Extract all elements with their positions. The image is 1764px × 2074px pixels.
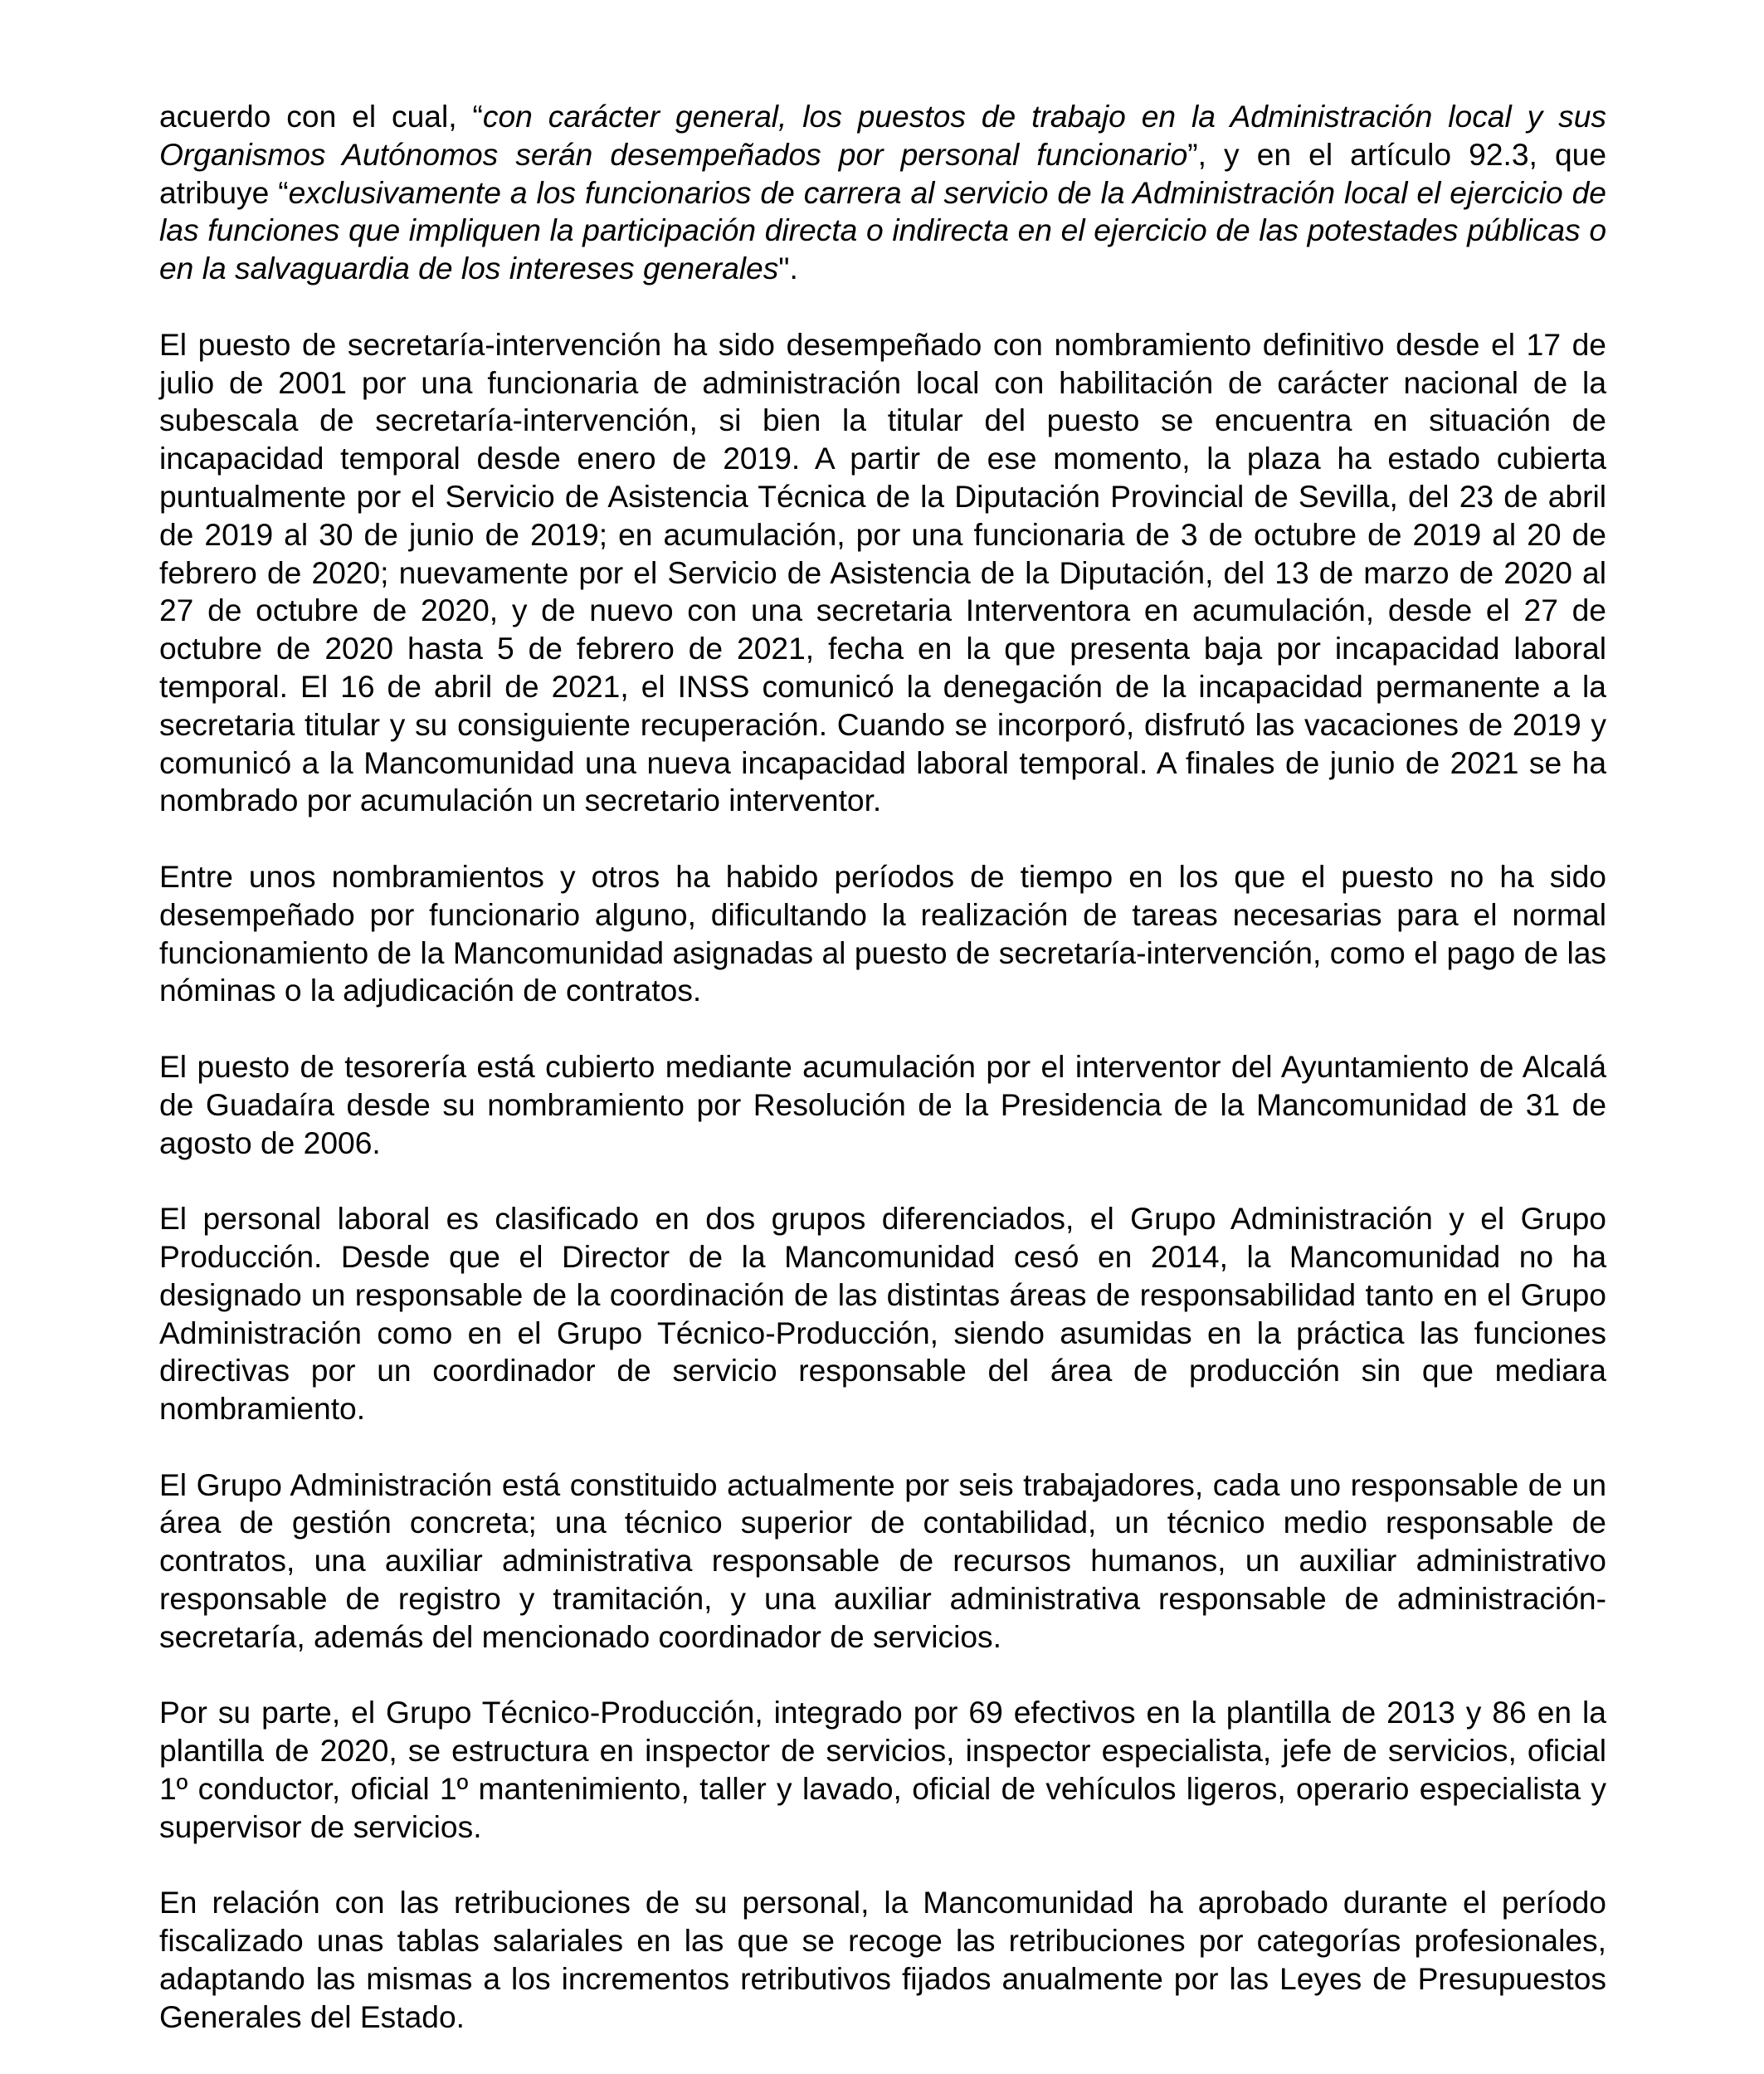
paragraph-nombramientos: Entre unos nombramientos y otros ha habido períodos de tiempo en los que el puesto no ha sido desempeñado por funcionario alguno, dificultando la realización de tareas necesarias para el normal funcionamiento de la Mancomunidad asignadas al puesto de secretaría-intervención, como el pago de las nóminas o la adjudicación de contratos. <box>159 858 1606 1008</box>
paragraph-secretaria: El puesto de secretaría-intervención ha sido desempeñado con nombramiento definitivo desde el 17 de julio de 2001 por una funcionaria de administración local con habilitación de carácter nacional de la subescala de secretaría-intervención, si bien la titular del puesto se encuentra en situación de incapacidad temporal desde enero de 2019. A partir de ese momento, la plaza ha estado cubierta puntualmente por el Servicio de Asistencia Técnica de la Diputación Provincial de Sevilla, del 23 de abril de 2019 al 30 de junio de 2019; en acumulación, por una funcionaria de 3 de octubre de 2019 al 20 de febrero de 2020; nuevamente por el Servicio de Asistencia de la Diputación, del 13 de marzo de 2020 al 27 de octubre de 2020, y de nuevo con una secretaria Interventora en acumulación, desde el 27 de octubre de 2020 hasta 5 de febrero de 2021, fecha en la que presenta baja por incapacidad laboral temporal. El 16 de abril de 2021, el INSS comunicó la denegación de la incapacidad permanente a la secretaria titular y su consiguiente recuperación. Cuando se incorporó, disfrutó las vacaciones de 2019 y comunicó a la Mancomunidad una nueva incapacidad laboral temporal. A finales de junio de 2021 se ha nombrado por acumulación un secretario interventor. <box>159 326 1606 818</box>
intro-quote-1: con carácter general, los puestos de trabajo en la Administración local y sus Organismos Autónomos serán desempeñados por personal funcionario <box>159 99 1607 172</box>
paragraph-grupo-produccion: Por su parte, el Grupo Técnico-Producción, integrado por 69 efectivos en la plantilla de 2013 y 86 en la plantilla de 2020, se estructura en inspector de servicios, inspector especialista, jefe de servicios, oficial 1º conductor, oficial 1º mantenimiento, taller y lavado, oficial de vehículos ligeros, operario especialista y supervisor de servicios. <box>159 1695 1606 1844</box>
intro-paragraph <box>159 98 1606 288</box>
intro-text-3: ". <box>778 251 798 286</box>
intro-text-2: ”, y en el artículo 92.3, que atribuye “ <box>159 136 1606 210</box>
document-page <box>159 98 1606 2037</box>
paragraph-grupo-administracion: El Grupo Administración está constituido actualmente por seis trabajadores, cada uno responsable de un área de gestión concreta; una técnico superior de contabilidad, un técnico medio responsable de contratos, una auxiliar administrativa responsable de recursos humanos, un auxiliar administrativo responsable de registro y tramitación, y una auxiliar administrativa responsable de administración-secretaría, además del mencionado coordinador de servicios. <box>159 1466 1606 1654</box>
intro-text-1: acuerdo con el cual, “ <box>159 99 483 134</box>
paragraph-tesoreria: El puesto de tesorería está cubierto mediante acumulación por el interventor del Ayuntamiento de Alcalá de Guadaíra desde su nombramiento por Resolución de la Presidencia de la Mancomunidad de 31 de agosto de 2006. <box>159 1048 1606 1160</box>
intro-quote-2: exclusivamente a los funcionarios de carrera al servicio de la Administración local el ejercicio de las funciones que impliquen la participación directa o indirecta en el ejercicio de las potestades públicas o en la salvaguardia de los intereses generales <box>159 174 1606 286</box>
paragraph-personal-laboral: El personal laboral es clasificado en dos grupos diferenciados, el Grupo Administración y el Grupo Producción. Desde que el Director de la Mancomunidad cesó en 2014, la Mancomunidad no ha designado un responsable de la coordinación de las distintas áreas de responsabilidad tanto en el Grupo Administración como en el Grupo Técnico-Producción, siendo asumidas en la práctica las funciones directivas por un coordinador de servicio responsable del área de producción sin que mediara nombramiento. <box>159 1201 1606 1427</box>
paragraph-retribuciones: En relación con las retribuciones de su personal, la Mancomunidad ha aprobado durante el período fiscalizado unas tablas salariales en las que se recoge las retribuciones por categorías profesionales, adaptando las mismas a los incrementos retributivos fijados anualmente por las Leyes de Presupuestos Generales del Estado. <box>159 1885 1606 2034</box>
